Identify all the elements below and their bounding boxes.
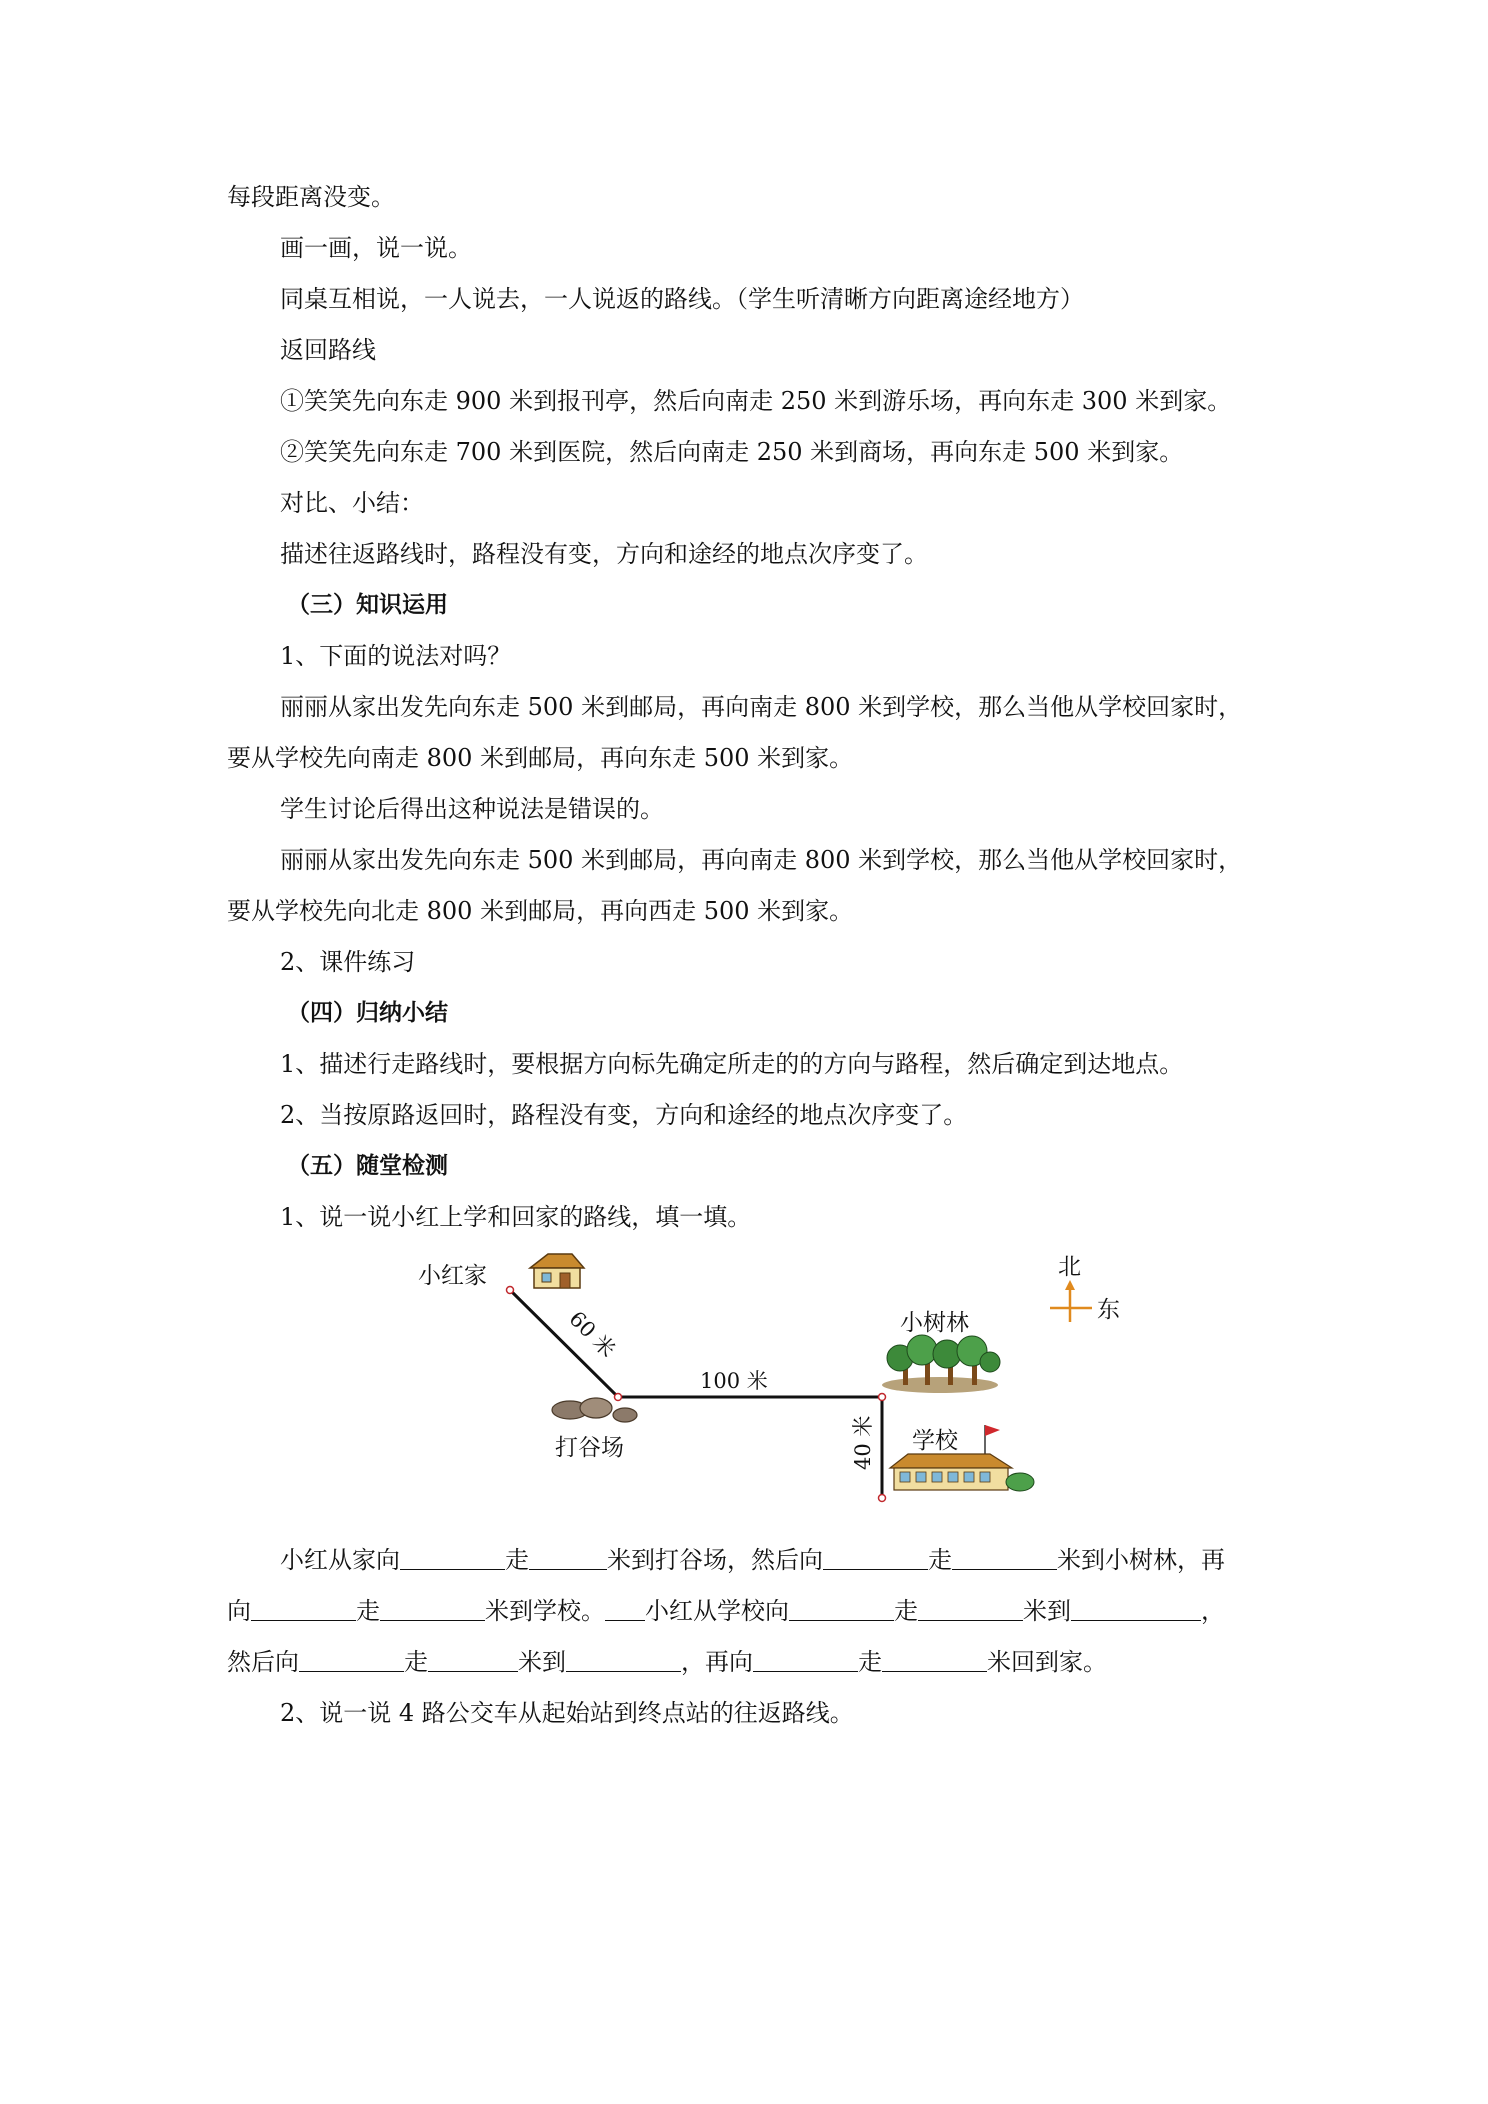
answer-blank[interactable] [753, 1647, 858, 1672]
paragraph: 2、课件练习 [280, 948, 416, 976]
distance-label: 100 米 [700, 1369, 768, 1393]
paragraph: 每段距离没变。 [227, 183, 395, 211]
route-map-figure [400, 1250, 1120, 1515]
fill-line-2 [227, 1586, 1227, 1637]
route-node [879, 1495, 886, 1502]
answer-blank[interactable] [400, 1545, 505, 1570]
fill-text: 然后向 [227, 1648, 299, 1676]
paragraph: 要从学校先向南走 800 米到邮局，再向东走 500 米到家。 [227, 744, 854, 772]
fill-text: ，再向 [681, 1648, 753, 1676]
answer-blank[interactable] [566, 1647, 681, 1672]
paragraph: 丽丽从家出发先向东走 500 米到邮局，再向南走 800 米到学校，那么当他从学校回家时， [280, 693, 1243, 721]
paragraph: 2、说一说 4 路公交车从起始站到终点站的往返路线。 [280, 1699, 854, 1727]
answer-blank[interactable] [428, 1647, 518, 1672]
answer-blank[interactable] [952, 1545, 1057, 1570]
fill-text: 走 [505, 1546, 529, 1574]
fill-text: 米到 [1023, 1597, 1071, 1625]
fill-line-3 [227, 1637, 1227, 1688]
fill-text: 米到小树林，再 [1057, 1546, 1225, 1574]
section-heading: （三）知识运用 [287, 592, 448, 618]
paragraph: 1、描述行走路线时，要根据方向标先确定所走的的方向与路程，然后确定到达地点。 [280, 1050, 1184, 1078]
label-north: 北 [1058, 1254, 1081, 1280]
answer-blank[interactable] [823, 1545, 928, 1570]
answer-blank[interactable] [1071, 1596, 1201, 1621]
woods-icon [882, 1335, 1000, 1393]
paragraph: 返回路线 [280, 336, 376, 364]
fill-text: 米到打谷场，然后向 [607, 1546, 823, 1574]
answer-blank[interactable] [380, 1596, 485, 1621]
fill-text: ， [1201, 1597, 1225, 1625]
fill-line-1 [280, 1535, 1280, 1586]
paragraph: 学生讨论后得出这种说法是错误的。 [280, 795, 664, 823]
paragraph: 丽丽从家出发先向东走 500 米到邮局，再向南走 800 米到学校，那么当他从学校回家时， [280, 846, 1243, 874]
answer-blank[interactable] [251, 1596, 356, 1621]
paragraph: ①笑笑先向东走 900 米到报刊亭，然后向南走 250 米到游乐场，再向东走 300 米到家。 [280, 387, 1232, 415]
paragraph: ②笑笑先向东走 700 米到医院，然后向南走 250 米到商场，再向东走 500 米到家。 [280, 438, 1184, 466]
section-heading: （五）随堂检测 [287, 1153, 448, 1179]
fill-text: 走 [356, 1597, 380, 1625]
fill-text: 小红从学校向 [645, 1597, 789, 1625]
distance-label: 60 米 [564, 1306, 620, 1363]
fill-text: 米到学校。 [485, 1597, 605, 1625]
fill-text: 米回到家。 [987, 1648, 1107, 1676]
fill-text: 走 [894, 1597, 918, 1625]
answer-blank[interactable] [789, 1596, 894, 1621]
answer-blank[interactable] [882, 1647, 987, 1672]
house-icon [530, 1254, 584, 1288]
answer-blank[interactable] [299, 1647, 404, 1672]
answer-blank[interactable] [918, 1596, 1023, 1621]
label-threshing: 打谷场 [555, 1435, 624, 1461]
paragraph: 对比、小结： [280, 489, 424, 517]
label-woods: 小树林 [900, 1310, 969, 1336]
route-map [400, 1250, 1120, 1515]
fill-text: 米到 [518, 1648, 566, 1676]
fill-text: 走 [858, 1648, 882, 1676]
label-east: 东 [1097, 1297, 1120, 1323]
fill-text: 小红从家向 [280, 1546, 400, 1574]
route-node [615, 1394, 622, 1401]
paragraph: 1、说一说小红上学和回家的路线，填一填。 [280, 1203, 752, 1231]
label-school: 学校 [912, 1428, 958, 1454]
paragraph: 1、下面的说法对吗？ [280, 642, 512, 670]
rocks-icon [552, 1398, 637, 1422]
label-home: 小红家 [418, 1263, 487, 1289]
paragraph: 2、当按原路返回时，路程没有变，方向和途经的地点次序变了。 [280, 1101, 968, 1129]
paragraph: 同桌互相说，一人说去，一人说返的路线。（学生听清晰方向距离途经地方） [280, 285, 1084, 313]
answer-blank[interactable] [605, 1596, 645, 1621]
compass-icon [1050, 1280, 1092, 1322]
route-node [879, 1394, 886, 1401]
fill-text: 走 [404, 1648, 428, 1676]
section-heading: （四）归纳小结 [287, 1000, 448, 1026]
paragraph: 描述往返路线时，路程没有变，方向和途经的地点次序变了。 [280, 540, 928, 568]
paragraph: 要从学校先向北走 800 米到邮局，再向西走 500 米到家。 [227, 897, 854, 925]
fill-text: 走 [928, 1546, 952, 1574]
answer-blank[interactable] [529, 1545, 607, 1570]
paragraph: 画一画，说一说。 [280, 234, 472, 262]
fill-text: 向 [227, 1597, 251, 1625]
distance-label: 40 米 [851, 1415, 875, 1470]
route-node [507, 1287, 514, 1294]
